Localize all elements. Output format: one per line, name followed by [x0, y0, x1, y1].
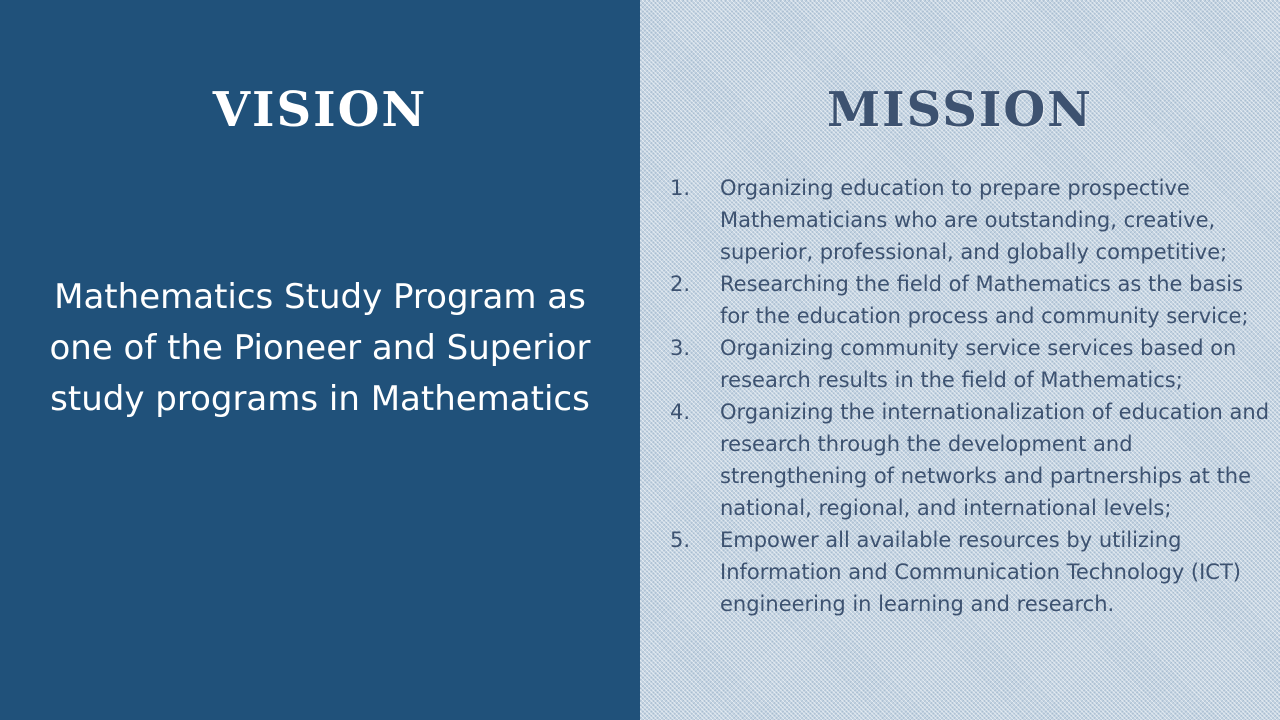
mission-item: [670, 396, 1276, 524]
mission-item-number: 3.: [670, 336, 691, 360]
mission-item: [670, 172, 1276, 268]
mission-item: [670, 524, 1276, 620]
mission-panel: [640, 0, 1280, 720]
mission-item: [670, 268, 1276, 332]
mission-item-number: 5.: [670, 528, 691, 552]
mission-heading: MISSION: [827, 82, 1093, 138]
vision-statement: Mathematics Study Program as one of the Pioneer and Superior study programs in Mathematics: [49, 277, 591, 419]
mission-list: [670, 172, 1276, 620]
mission-item-number: 2.: [670, 272, 691, 296]
mission-item-text: Empower all available resources by utilizing Information and Communication Technology (ICT) engineering in learning and research.: [720, 528, 1241, 616]
mission-item-text: Researching the field of Mathematics as the basis for the education process and community service;: [720, 272, 1249, 328]
mission-item-number: 1.: [670, 176, 691, 200]
mission-item-text: Organizing education to prepare prospective Mathematicians who are outstanding, creative, superior, professional, and globally competitive;: [720, 176, 1228, 264]
mission-item-text: Organizing the internationalization of education and research through the development and strengthening of networks and partnerships at the national, regional, and international levels;: [720, 400, 1270, 520]
mission-item-number: 4.: [670, 400, 691, 424]
vision-heading: VISION: [212, 82, 428, 138]
mission-item: [670, 332, 1276, 396]
mission-item-text: Organizing community service services based on research results in the field of Mathematics;: [720, 336, 1237, 392]
